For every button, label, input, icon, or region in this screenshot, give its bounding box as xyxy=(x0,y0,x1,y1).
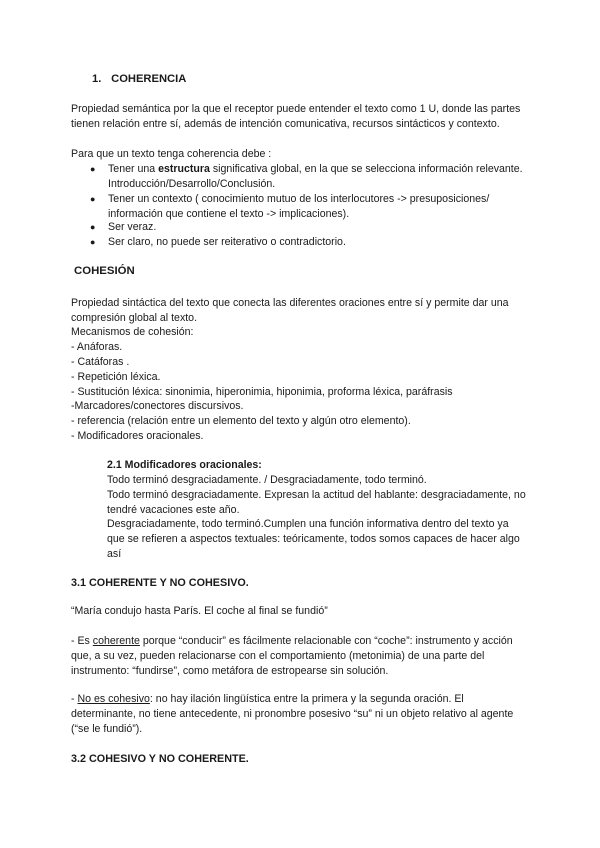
example-line: Desgraciadamente, todo terminó.Cumplen una función informativa dentro del texto ya que se refieren a aspectos textuales: teóricamente, todos somos capaces de hacer algo así xyxy=(107,518,520,560)
mechanism-item: - Repetición léxica. xyxy=(71,371,161,383)
coherencia-intro: Para que un texto tenga coherencia debe : xyxy=(71,148,272,160)
bullet-icon: ● xyxy=(90,164,96,174)
example-quote: “María condujo hasta París. El coche al final se fundió” xyxy=(71,605,328,617)
no-cohesivo-explanation: - No es cohesivo: no hay ilación lingüística entre la primera y la segunda oración. El determinante, no tiene antecedente, ni pronombre posesivo “su” ni un objeto relativo al agente (“se le fundió”). xyxy=(71,693,514,735)
heading-title: COHERENCIA xyxy=(111,73,187,85)
mechanism-item: - referencia (relación entre un elemento del texto y algún otro elemento). xyxy=(71,415,411,427)
bullet-icon: ● xyxy=(90,194,96,204)
bullet-text: Tener un contexto ( conocimiento mutuo de los interlocutores -> presuposiciones/ información que contiene el texto -> implicaciones). xyxy=(108,193,490,220)
heading-cohesivo-no-coherente: 3.2 COHESIVO Y NO COHERENTE. xyxy=(71,753,249,765)
bullet-text: Ser claro, no puede ser reiterativo o contradictorio. xyxy=(108,236,346,248)
cohesion-definition: Propiedad sintáctica del texto que conecta las diferentes oraciones entre sí y permite dar una compresión global al texto. xyxy=(71,297,509,324)
subheading-modificadores: 2.1 Modificadores oracionales: xyxy=(107,459,262,471)
coherente-explanation: - Es coherente porque “conducir” es fácilmente relacionable con “coche”: instrumento y acción que, a su vez, pueden relacionarse con el comportamiento (metonimia) de una parte del instrumento: “fundirse”, como metáfora de estropearse sin solución. xyxy=(71,635,513,677)
mechanism-item: - Catáforas . xyxy=(71,356,130,368)
heading-cohesion: COHESIÓN xyxy=(74,265,135,277)
coherencia-definition: Propiedad semántica por la que el receptor puede entender el texto como 1 U, donde las partes tienen relación entre sí, además de intención comunicativa, recursos sintácticos y contexto. xyxy=(71,103,521,130)
mechanism-item: - Modificadores oracionales. xyxy=(71,430,204,442)
bullet-text: Tener una estructura significativa global, en la que se selecciona información relevante. Introducción/Desarrollo/Conclusión. xyxy=(108,163,523,190)
bullet-icon: ● xyxy=(90,222,96,232)
example-line: Todo terminó desgraciadamente. / Desgraciadamente, todo terminó. xyxy=(107,474,427,486)
heading-coherencia xyxy=(92,72,186,87)
mechanism-item: -Marcadores/conectores discursivos. xyxy=(71,400,244,412)
heading-number: 1. xyxy=(92,73,102,85)
heading-coherente-no-cohesivo: 3.1 COHERENTE Y NO COHESIVO. xyxy=(71,577,249,589)
example-line: Todo terminó desgraciadamente. Expresan la actitud del hablante: desgraciadamente, no tendré vacaciones este año. xyxy=(107,489,526,516)
mechanism-item: - Sustitución léxica: sinonimia, hiperonimia, hiponimia, proforma léxica, paráfrasis xyxy=(71,386,453,398)
bullet-icon: ● xyxy=(90,237,96,247)
mechanisms-title: Mecanismos de cohesión: xyxy=(71,326,194,338)
bullet-text: Ser veraz. xyxy=(108,221,157,233)
mechanism-item: - Anáforas. xyxy=(71,341,123,353)
